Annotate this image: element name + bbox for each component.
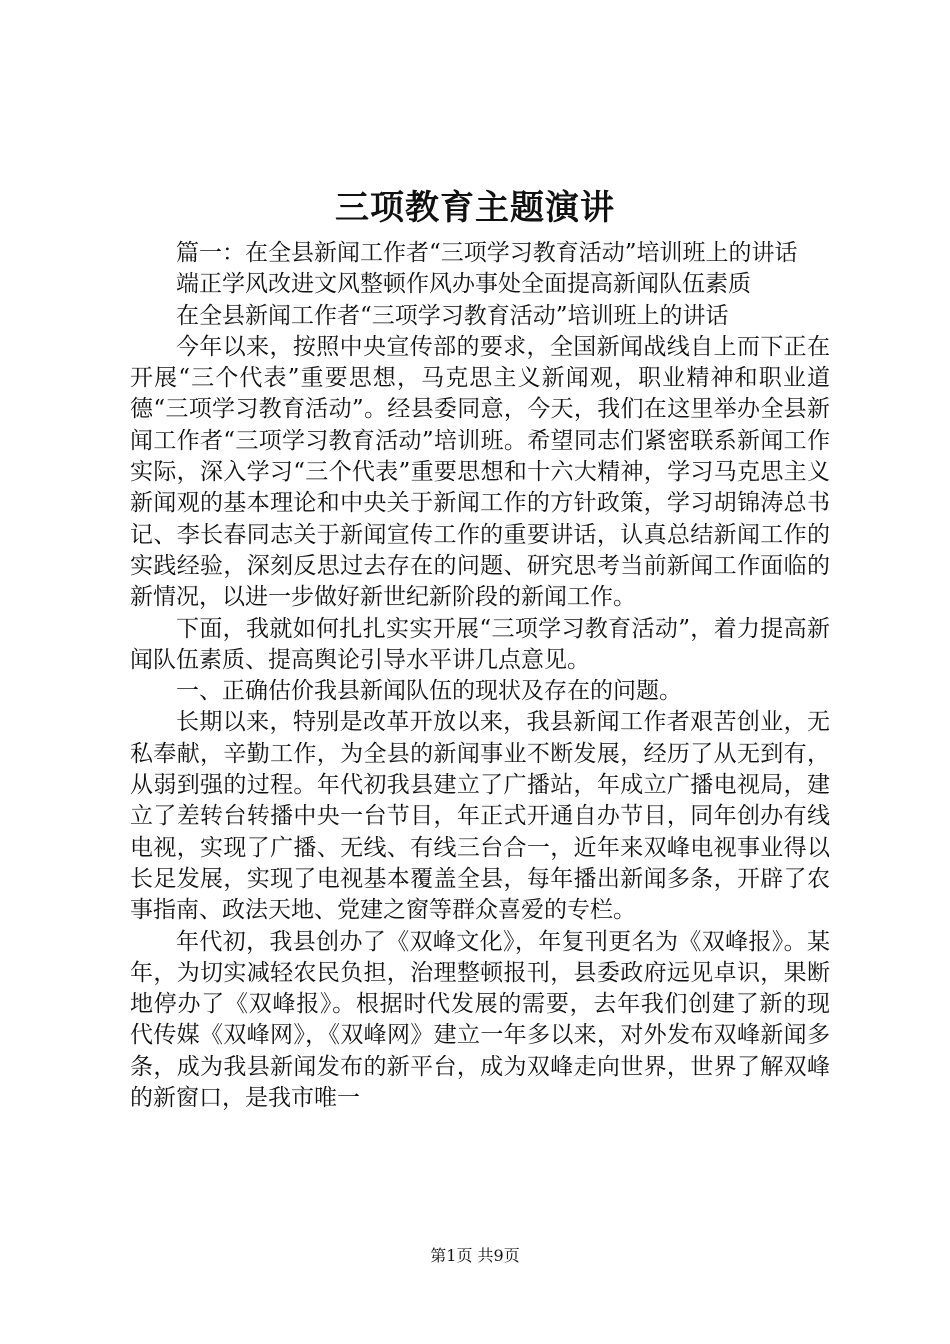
- document-title: 三项教育主题演讲: [335, 188, 615, 228]
- paragraph: 篇一：在全县新闻工作者“三项学习教育活动”培训班上的讲话: [176, 240, 798, 266]
- paragraph: 下面，我就如何扎扎实实开展“三项学习教育活动”，着力提高新闻队伍素质、提高舆论引导水平讲几点意见。: [130, 615, 830, 673]
- paragraph: 长期以来，特别是改革开放以来，我县新闻工作者艰苦创业，无私奉献，辛勤工作，为全县的新闻事业不断发展，经历了从无到有，从弱到强的过程。年代初我县建立了广播站，年成立广播电视局，建立了差转台转播中央一台节目，年正式开通自办节目，同年创办有线电视，实现了广播、无线、有线三台合一，近年来双峰电视事业得以长足发展，实现了电视基本覆盖全县，每年播出新闻多条，开辟了农事指南、政法天地、党建之窗等群众喜爱的专栏。: [130, 709, 830, 924]
- paragraph: 年代初，我县创办了《双峰文化》，年复刊更名为《双峰报》。某年，为切实减轻农民负担，治理整顿报刊，县委政府远见卓识，果断地停办了《双峰报》。根据时代发展的需要，去年我们创建了新的现代传媒《双峰网》，《双峰网》建立一年多以来，对外发布双峰新闻多条，成为我县新闻发布的新平台，成为双峰走向世界，世界了解双峰的新窗口，是我市唯一: [130, 928, 830, 1112]
- document-body: [130, 238, 830, 1114]
- paragraph: 今年以来，按照中央宣传部的要求，全国新闻战线自上而下正在开展“三个代表”重要思想，马克思主义新闻观，职业精神和职业道德“三项学习教育活动”。经县委同意，今天，我们在这里举办全县新闻工作者“三项学习教育活动”培训班。希望同志们紧密联系新闻工作实际，深入学习“三个代表”重要思想和十六大精神，学习马克思主义新闻观的基本理论和中央关于新闻工作的方针政策，学习胡锦涛总书记、李长春同志关于新闻宣传工作的重要讲话，认真总结新闻工作的实践经验，深刻反思过去存在的问题、研究思考当前新闻工作面临的新情况，以进一步做好新世纪新阶段的新闻工作。: [130, 333, 830, 611]
- paragraph: 一、正确估价我县新闻队伍的现状及存在的问题。: [176, 678, 682, 705]
- paragraph: 端正学风改进文风整顿作风办事处全面提高新闻队伍素质: [176, 271, 751, 298]
- page-footer: 第1页 共9页: [430, 1246, 520, 1265]
- paragraph: 在全县新闻工作者“三项学习教育活动”培训班上的讲话: [176, 302, 729, 329]
